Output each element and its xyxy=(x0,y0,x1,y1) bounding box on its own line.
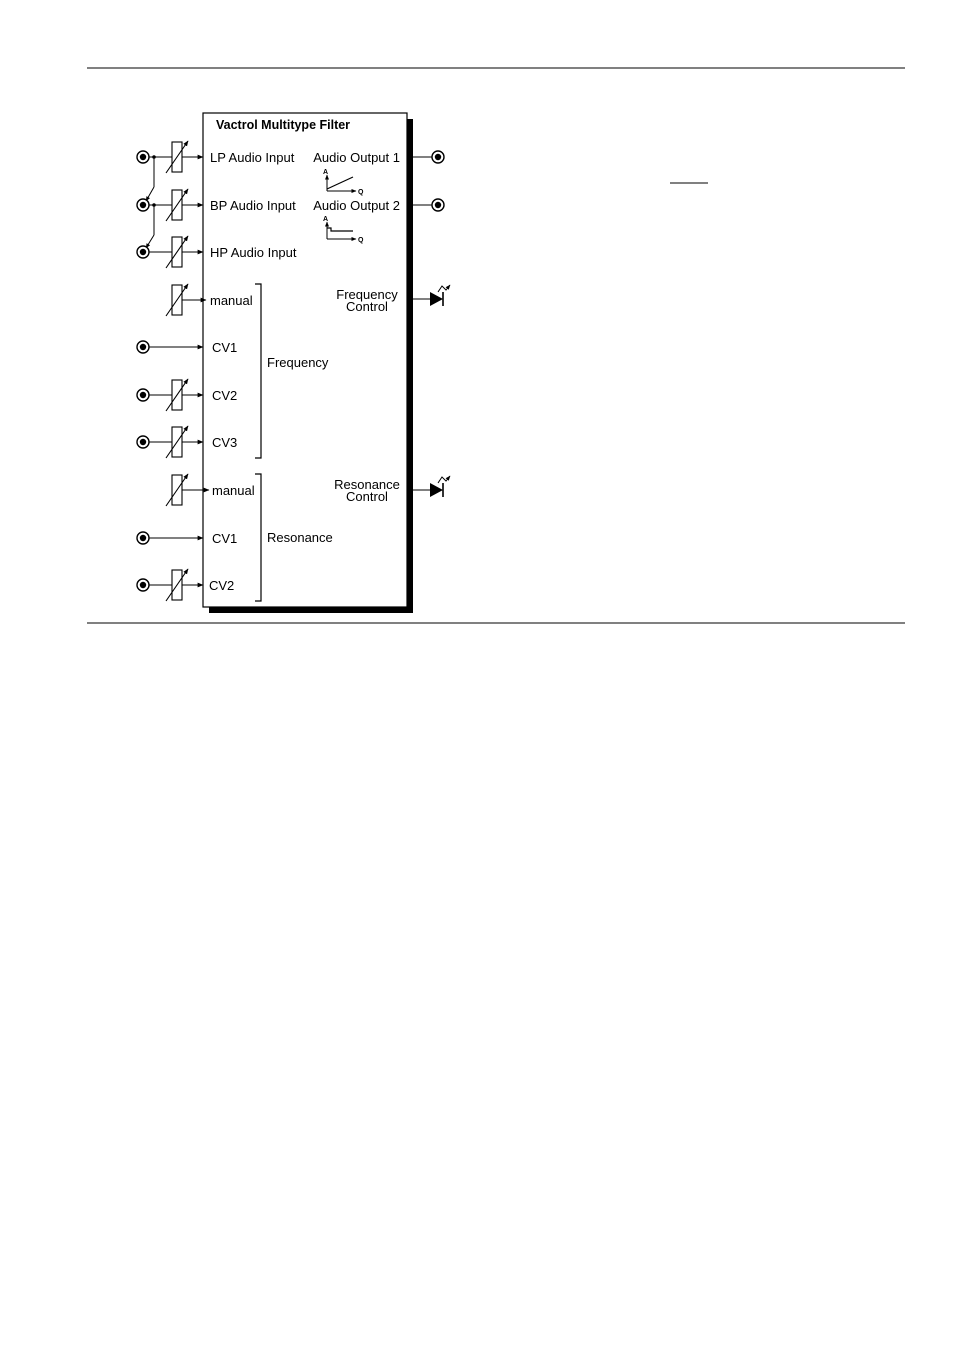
graph-2-x-axis-label: Q xyxy=(358,237,364,244)
audio-output-2-jack-icon[interactable] xyxy=(432,199,444,211)
lp-audio-input-label: LP Audio Input xyxy=(210,150,295,165)
frequency-cv1-jack-icon[interactable] xyxy=(137,341,149,353)
bp-input-jack-icon[interactable] xyxy=(137,199,149,211)
frequency-cv2-label: CV2 xyxy=(212,388,238,403)
frequency-group-label: Frequency xyxy=(267,355,329,370)
resonance-cv1-jack-icon[interactable] xyxy=(137,532,149,544)
frequency-control-label-line2: Control xyxy=(346,299,388,314)
resonance-group-label: Resonance xyxy=(267,530,333,545)
graph-2-y-axis-label: A xyxy=(323,216,329,223)
module-title: Vactrol Multitype Filter xyxy=(216,118,351,132)
audio-output-2-label: Audio Output 2 xyxy=(313,198,400,213)
frequency-led-icon xyxy=(430,285,450,306)
frequency-manual-label: manual xyxy=(210,293,253,308)
frequency-cv3-label: CV3 xyxy=(212,435,238,450)
resonance-manual-label: manual xyxy=(212,483,255,498)
graph-1-y-axis-label: A xyxy=(323,169,329,176)
resonance-cv1-label: CV1 xyxy=(212,531,238,546)
frequency-control-label-line1: Frequency xyxy=(336,287,398,302)
bp-audio-input-label: BP Audio Input xyxy=(210,198,296,213)
resonance-cv2-jack-icon[interactable] xyxy=(137,579,149,591)
audio-output-1-jack-icon[interactable] xyxy=(432,151,444,163)
frequency-cv1-label: CV1 xyxy=(212,340,238,355)
graph-1-x-axis-label: Q xyxy=(358,189,364,196)
hp-audio-input-label: HP Audio Input xyxy=(210,245,297,260)
resonance-led-icon xyxy=(430,476,450,497)
resonance-control-label-line1: Resonance xyxy=(334,477,400,492)
lp-input-jack-icon[interactable] xyxy=(137,151,149,163)
audio-output-1-label: Audio Output 1 xyxy=(313,150,400,165)
resonance-control-label-line2: Control xyxy=(346,489,388,504)
frequency-cv2-jack-icon[interactable] xyxy=(137,389,149,401)
hp-input-jack-icon[interactable] xyxy=(137,246,149,258)
resonance-cv2-label: CV2 xyxy=(209,578,235,593)
frequency-cv3-jack-icon[interactable] xyxy=(137,436,149,448)
